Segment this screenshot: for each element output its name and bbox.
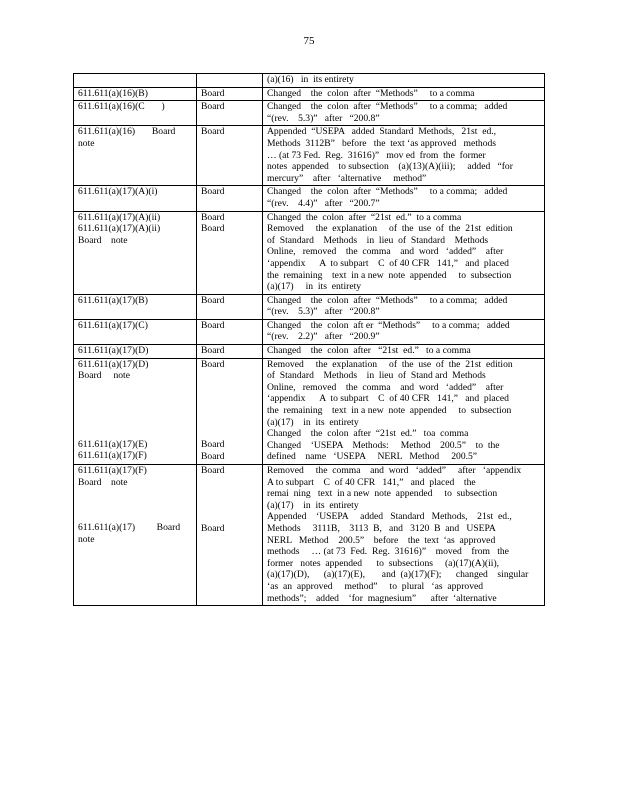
change-cell: Appended “USEPA added Standard Methods, 21st ed., Methods 3112B” before the text ‘as approved methods … (at 73 Fed. Reg. 31616)” mov ed from the former notes appended to subsection (a)(13)(A)(iii); added “for mercury” after ‘alternative method” — [263, 126, 545, 186]
table-row — [74, 319, 545, 344]
table-row — [74, 358, 545, 464]
amendments-table — [73, 73, 545, 606]
table-row — [74, 186, 545, 211]
source-cell: Board — [197, 101, 263, 126]
table-row — [74, 294, 545, 319]
source-cell: Board Board Board — [197, 358, 263, 464]
change-cell: Changed the colon after “21st ed.” to a comma Removed the explanation of the use of the 21st edition of Standard Methods in lieu of Standard Methods Online, removed the comma and word ‘added” after ‘appendix A to subpart C of 40 CFR 141,” and placed the remaining text in a new note appended to subsection (a)(17) in its entirety — [263, 211, 545, 294]
source-cell: Board — [197, 87, 263, 101]
section-cell: 611.611(a)(17)(B) — [74, 294, 197, 319]
section-cell: 611.611(a)(16)(B) — [74, 87, 197, 101]
change-cell: (a)(16) in its entirety — [263, 74, 545, 88]
change-cell: Removed the comma and word ‘added” after ‘appendix A to subpart C of 40 CFR 141,” and placed the remai ning text in a new note appended to subsection (a)(17) in its entirety Appended ‘USEPA added Standard Methods, 21st ed., Methods 3111B, 3113 B, and 3120 B and USEPA NERL Method 200.5” before the text ‘as approved methods … (at 73 Fed. Reg. 31616)” moved from the former notes appended to subsections (a)(17)(A)(ii), (a)(17)(D), (a)(17)(E), and (a)(17)(F); changed singular ‘as an approved method” to plural ‘as approved methods”; added ‘for magnesium” after ‘alternative — [263, 465, 545, 606]
table-row — [74, 345, 545, 359]
change-cell: Changed the colon after “Methods” to a comma; added “(rev. 4.4)” after “200.7” — [263, 186, 545, 211]
change-cell: Changed the colon after “Methods” to a comma; added “(rev. 5.3)” after “200.8” — [263, 294, 545, 319]
source-cell: Board — [197, 345, 263, 359]
source-cell: Board Board — [197, 211, 263, 294]
section-cell: 611.611(a)(16) Board note — [74, 126, 197, 186]
source-cell: Board Board — [197, 465, 263, 606]
section-cell: 611.611(a)(16)(C ) — [74, 101, 197, 126]
page-number: 75 — [303, 35, 315, 47]
change-cell: Changed the colon after “21st ed.” to a comma — [263, 345, 545, 359]
source-cell: Board — [197, 294, 263, 319]
change-cell: Changed the colon aft er “Methods” to a comma; added “(rev. 2.2)” after “200.9” — [263, 319, 545, 344]
table-row — [74, 465, 545, 606]
source-cell — [197, 74, 263, 88]
table-row — [74, 126, 545, 186]
section-cell: 611.611(a)(17)(F) Board note 611.611(a)(17) Board note — [74, 465, 197, 606]
source-cell: Board — [197, 126, 263, 186]
change-cell: Removed the explanation of the use of the 21st edition of Standard Methods in lieu of Stand ard Methods Online, removed the comma and word ‘added” after ‘appendix A to subpart C of 40 CFR 141,” and placed the remaining text in a new note appended to subsection (a)(17) in its entirety Changed the colon after “21st ed.” toa comma Changed ‘USEPA Methods: Method 200.5” to the defined name ‘USEPA NERL Method 200.5” — [263, 358, 545, 464]
section-cell: 611.611(a)(17)(D) — [74, 345, 197, 359]
table-row — [74, 87, 545, 101]
table-row — [74, 101, 545, 126]
change-cell: Changed the colon after “Methods” to a comma — [263, 87, 545, 101]
table-row — [74, 211, 545, 294]
section-cell: 611.611(a)(17)(D) Board note 611.611(a)(17)(E) 611.611(a)(17)(F) — [74, 358, 197, 464]
table-row — [74, 74, 545, 88]
section-cell: 611.611(a)(17)(C) — [74, 319, 197, 344]
section-cell: 611.611(a)(17)(A)(ii) 611.611(a)(17)(A)(ii) Board note — [74, 211, 197, 294]
source-cell: Board — [197, 186, 263, 211]
source-cell: Board — [197, 319, 263, 344]
section-cell: 611.611(a)(17)(A)(i) — [74, 186, 197, 211]
change-cell: Changed the colon after “Methods” to a comma; added “(rev. 5.3)” after “200.8” — [263, 101, 545, 126]
section-cell — [74, 74, 197, 88]
